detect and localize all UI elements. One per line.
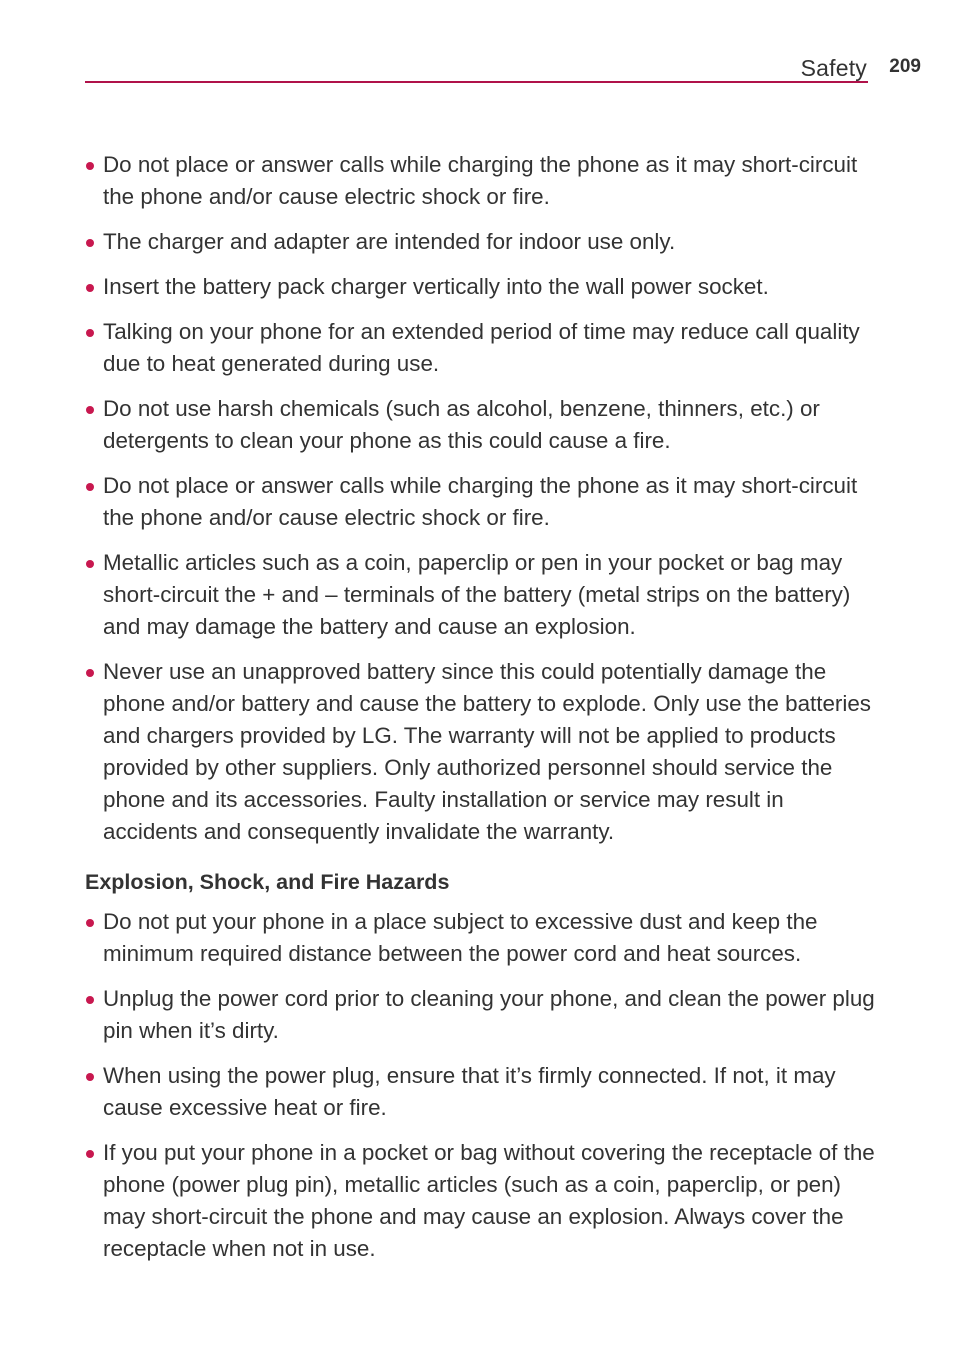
list-item-text: If you put your phone in a pocket or bag without covering the receptacle of the phone (power plug pin), metallic articles (such as a coin, paperclip, or pen) may short-circuit the phone and may cause an explosion. Always cover the receptacle when not in use. [103,1140,875,1261]
list-item-text: Never use an unapproved battery since this could potentially damage the phone and/or battery and cause the battery to explode. Only use the batteries and chargers provided by LG. The warranty will not be applied to products provided by other suppliers. Only authorized personnel should service the phone and its accessories. Faulty installation or service may result in accidents and consequently invalidate the warranty. [103,659,872,844]
list-item [85,1137,875,1265]
bullet-icon [86,996,94,1004]
bullet-icon [86,406,94,414]
list-item [85,271,875,303]
list-item [85,226,875,258]
safety-list [85,149,875,848]
list-item-text: Do not put your phone in a place subject to excessive dust and keep the minimum required distance between the power cord and heat sources. [103,909,818,966]
bullet-icon [86,919,94,927]
list-item-text: The charger and adapter are intended for indoor use only. [103,229,676,254]
bullet-icon [86,483,94,491]
bullet-icon [86,560,94,568]
list-item [85,393,875,457]
header-rule [85,81,868,83]
list-item [85,656,875,848]
page-number: 209 [889,56,921,77]
list-item [85,470,875,534]
list-item-text: Insert the battery pack charger vertically into the wall power socket. [103,274,769,299]
list-item [85,149,875,213]
list-item [85,547,875,643]
list-item [85,1060,875,1124]
page-header [85,52,925,84]
list-item [85,906,875,970]
bullet-icon [86,162,94,170]
list-item [85,316,875,380]
bullet-icon [86,1150,94,1158]
bullet-icon [86,669,94,677]
bullet-icon [86,1073,94,1081]
bullet-icon [86,284,94,292]
section-heading: Explosion, Shock, and Fire Hazards [85,870,450,894]
page-content [85,149,875,1278]
section-title: Safety [800,55,867,81]
bullet-icon [86,329,94,337]
list-item-text: Talking on your phone for an extended period of time may reduce call quality due to heat generated during use. [103,319,860,376]
bullet-icon [86,239,94,247]
hazards-list [85,906,875,1265]
list-item-text: Do not place or answer calls while charging the phone as it may short-circuit the phone and/or cause electric shock or fire. [103,473,858,530]
list-item-text: Unplug the power cord prior to cleaning your phone, and clean the power plug pin when it’s dirty. [103,986,875,1043]
list-item-text: Do not place or answer calls while charging the phone as it may short-circuit the phone and/or cause electric shock or fire. [103,152,858,209]
list-item-text: When using the power plug, ensure that it’s firmly connected. If not, it may cause excessive heat or fire. [103,1063,836,1120]
list-item-text: Metallic articles such as a coin, paperclip or pen in your pocket or bag may short-circuit the + and – terminals of the battery (metal strips on the battery) and may damage the battery and cause an explosion. [103,550,851,639]
list-item [85,983,875,1047]
list-item-text: Do not use harsh chemicals (such as alcohol, benzene, thinners, etc.) or detergents to clean your phone as this could cause a fire. [103,396,820,453]
